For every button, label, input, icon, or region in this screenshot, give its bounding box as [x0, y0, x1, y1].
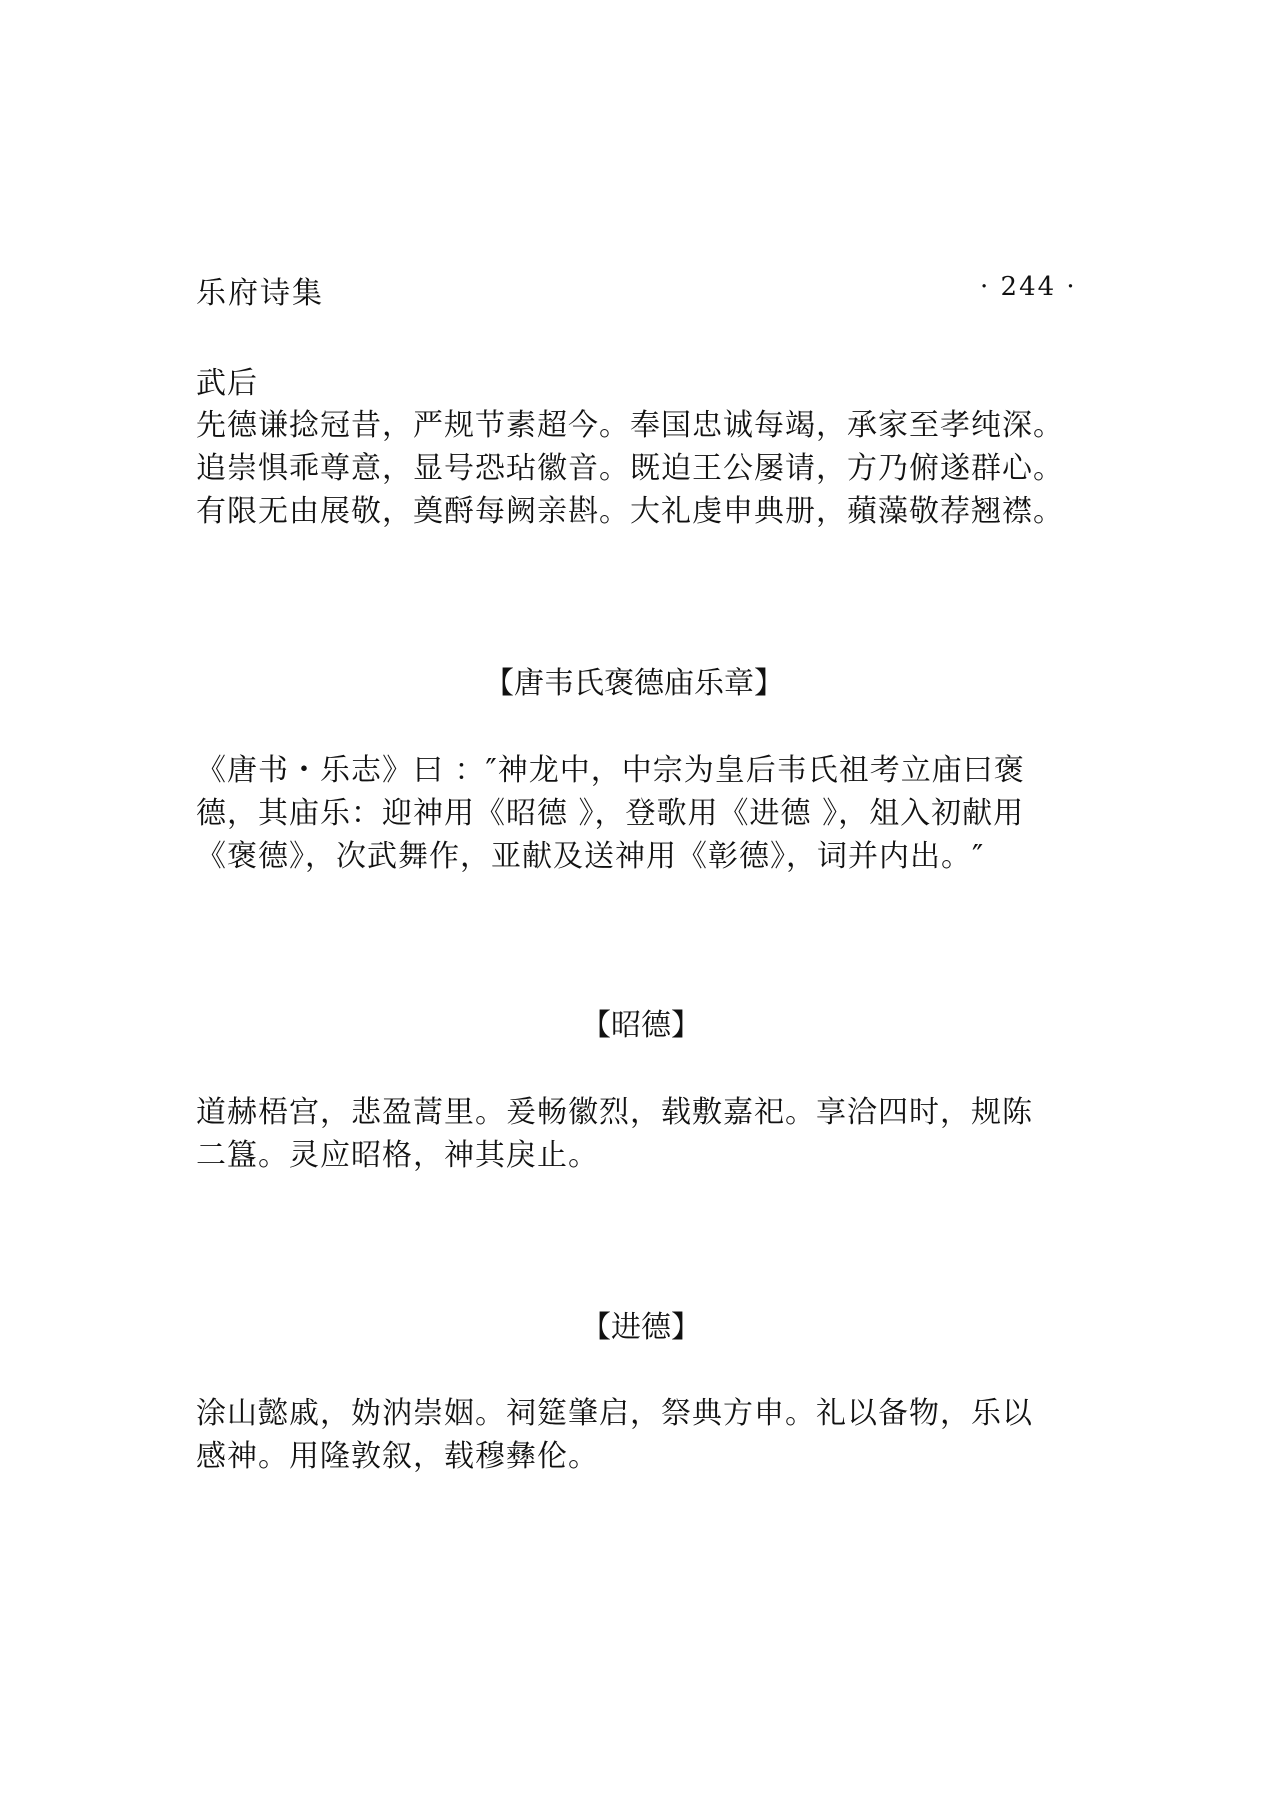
section-text-line: 二簋。灵应昭格，神其戾止。 — [196, 1138, 599, 1173]
section-text-line: 感神。用隆敦叙，载穆彝伦。 — [196, 1439, 599, 1474]
poem-line: 先德谦捻冠昔，严规节素超今。奉国忠诚每竭，承家至孝纯深。 — [196, 408, 1064, 443]
book-title: 乐府诗集 — [196, 276, 324, 311]
section-text-line: 涂山懿戚，妫汭崇姻。祠筵肇启，祭典方申。礼以备物，乐以 — [196, 1396, 1033, 1431]
section-text-line: 道赫梧宫，悲盈蒿里。爰畅徽烈，载敷嘉祀。享洽四时，规陈 — [196, 1095, 1033, 1130]
section-text-line: 《唐书・乐志》曰 ：″神龙中，中宗为皇后韦氏祖考立庙曰褒 — [196, 753, 1025, 788]
section-heading: 【进德】 — [581, 1310, 701, 1345]
section-heading: 【昭德】 — [581, 1008, 701, 1043]
poem-line: 有限无由展敬，奠酹每阙亲斟。大礼虔申典册，蘋藻敬荐翘襟。 — [196, 494, 1064, 529]
page-number: · 244 · — [980, 272, 1077, 302]
section-heading: 【唐韦氏褒德庙乐章】 — [484, 666, 784, 701]
section-text-line: 德，其庙乐：迎神用《昭德 》，登歌用《进德 》，俎入初献用 — [196, 796, 1025, 831]
poem-line: 追崇惧乖尊意，显号恐玷徽音。既迫王公屡请，方乃俯遂群心。 — [196, 451, 1064, 486]
section-text-line: 《褒德》，次武舞作，亚献及送神用《彰德》，词并内出。″ — [196, 839, 985, 874]
poem-author: 武后 — [196, 366, 258, 401]
